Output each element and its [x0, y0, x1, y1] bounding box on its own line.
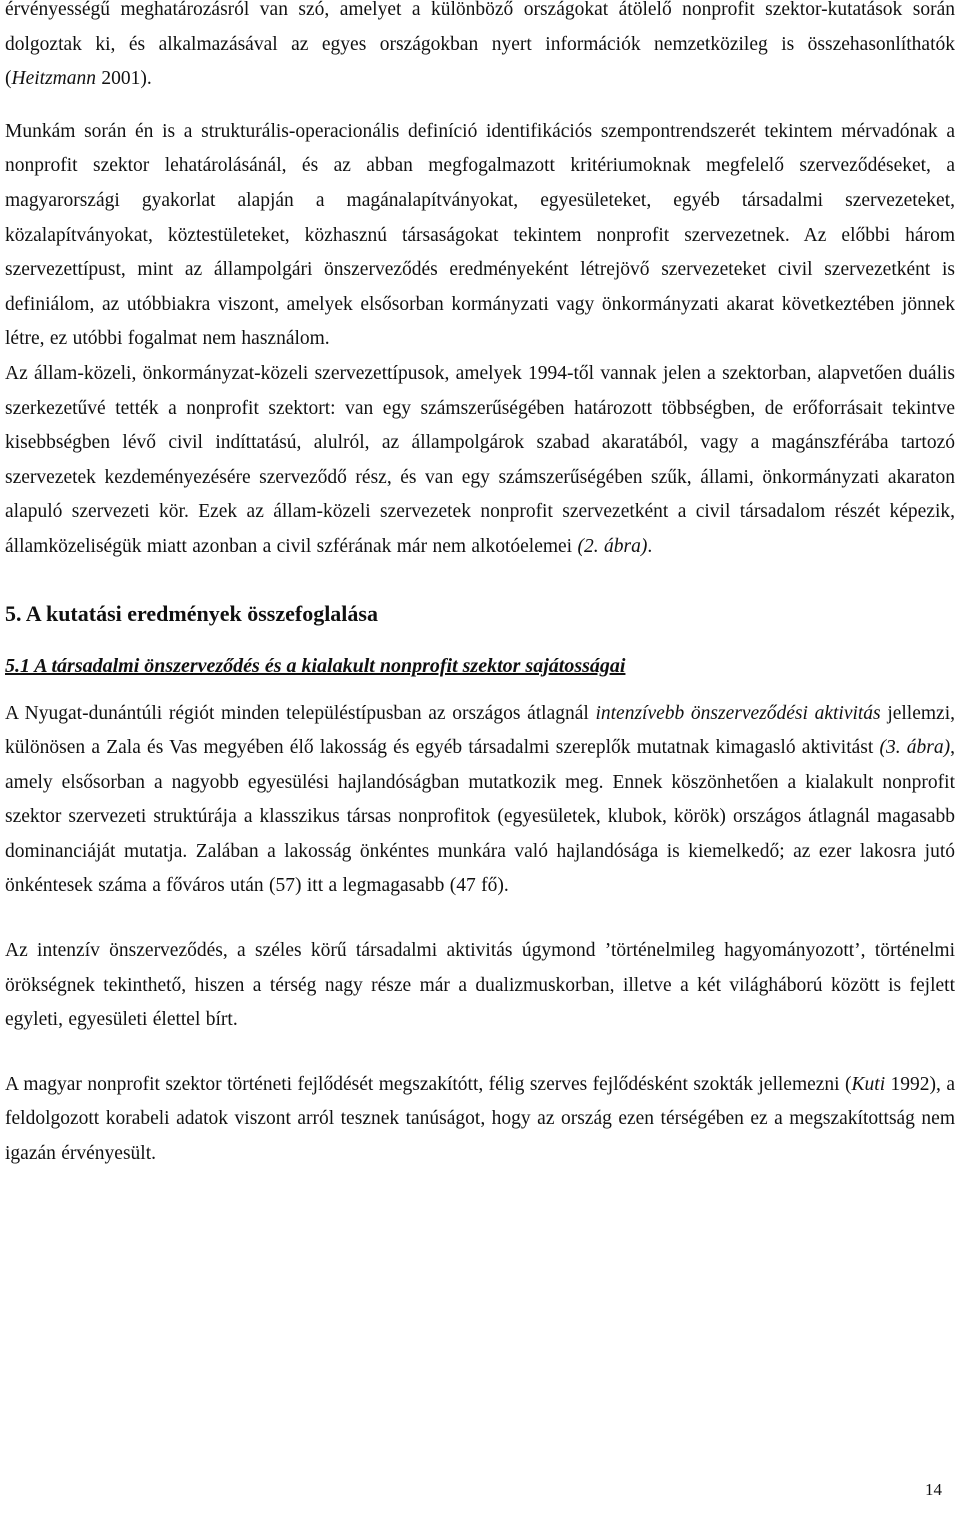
figure-reference: (3. ábra) [879, 737, 951, 759]
paragraph-text: érvényességű meghatározásról van szó, amelyet a különböző országokat átölelő nonprofit szektor-kutatások során dolgoztak ki, és alkalmazásával az egyes országokban nyert információk nemzetközileg is összehasonlíthatók [5, 0, 955, 55]
citation-author: Kuti [851, 1073, 886, 1095]
figure-reference: (2. ábra) [577, 535, 648, 557]
paragraph-definition-intro: érvényességű meghatározásról van szó, amelyet a különböző országokat átölelő nonprofit szektor-kutatások során dolgoztak ki, és alkalmazásával az egyes országokban nyert információk nemzetközileg is összehasonlíthatók (Heitzmann 2001). [5, 0, 955, 90]
paragraph-regional-activity [5, 697, 955, 905]
paragraph-text: jellemzi, különösen a Zala és Vas megyében élő lakosság és egyéb társadalmi szereplők mutatnak kimagasló aktivitást [5, 702, 955, 759]
paragraph-text: Az állam-közeli, önkormányzat-közeli szervezettípusok, amelyek 1994-től vannak jelen a szektorban, alapvetően duális szerkezetűvé tették a nonprofit szektort: van egy számszerűségében határozott többségben, de erőforrásait tekintve kisebbségben lévő civil indíttatású, alulról, az állampolgárok szabad akaratából, vagy a magánszférába tartozó szervezetek kezdeményezésére szerveződő rész, és van egy számszerűségében szűk, állami, önkormányzati akaraton alapuló szervezeti kör. Ezek az állam-közeli szervezetek nonprofit szervezetként a civil társadalom részét képezik, államközeliségük miatt azonban a civil szférának már nem alkotóelemei [5, 362, 955, 557]
citation-author: Heitzmann [11, 68, 96, 90]
paragraph-text: , amely elsősorban a nagyobb egyesülési hajlandóságban mutatkozik meg. Ennek köszönhetően a kialakult nonprofit szektor szervezeti struktúrája a klasszikus társas nonprofitok (egyesületek, klubok, körök) országos átlagnál magasabb dominanciáját mutatja. Zalában a lakosság önkéntes munkára való hajlandósága is kiemelkedő; az ezer lakosra jutó önkéntesek száma a főváros után (57) itt a legmagasabb (47 fő). [5, 737, 956, 897]
paragraph-state-near-organizations [5, 357, 955, 565]
paragraph-text: A Nyugat-dunántúli régiót minden településtípusban az országos átlagnál [5, 702, 596, 724]
page-number: 14 [925, 1480, 942, 1499]
paragraph-text: Az intenzív önszerveződés, a széles körű társadalmi aktivitás úgymond ’történelmileg hagyományozott’, történelmi örökségnek tekinthető, hiszen a térség nagy része már a dualizmuskorban, illetve a két világháború között is fejlett egyleti, egyesületi élettel bírt. [5, 940, 955, 1031]
section-heading: 5. A kutatási eredmények összefoglalása [5, 600, 378, 626]
paragraph-end: . [647, 535, 653, 557]
paragraph-definition-approach [5, 115, 955, 357]
document-page [5, 0, 955, 1172]
paragraph-text: 1992), a feldolgozott korabeli adatok viszont arról tesznek tanúságot, hogy az ország ezen térségében ez a megszakítottság nem igazán érvényesült. [5, 1073, 955, 1165]
subsection-heading: 5.1 A társadalmi önszerveződés és a kialakult nonprofit szektor sajátosságai [5, 654, 626, 677]
paragraph-text: Munkám során én is a strukturális-operacionális definíció identifikációs szempontrendszerét tekintem mérvadónak a nonprofit szektor lehatárolásánál, és az abban megfogalmazott kritériumoknak megfelelő szerveződéseket, a magyarországi gyakorlat alapján a magánalapítványokat, egyesületeket, egyéb társadalmi szervezeteket, közalapítványokat, köztestületeket, közhasznú társaságokat tekintem nonprofit szervezetnek. Az előbbi három szervezettípust, mint az állampolgári önszerveződés eredményeként létrejövő szervezeteket civil szervezetként is definiálom, az utóbbiakra viszont, amelyek elsősorban kormányzati vagy önkormányzati akarat következtében jönnek létre, ez utóbbi fogalmat nem használom. [5, 120, 955, 350]
paragraph-historical-heritage [5, 934, 955, 1038]
paragraph-text: A magyar nonprofit szektor történeti fejlődését megszakítótt, félig szerves fejlődésként szokták jellemezni ( [5, 1073, 852, 1095]
citation-year: 2001). [96, 68, 152, 90]
paragraph-sector-development [5, 1068, 955, 1172]
emphasis-text: intenzívebb önszerveződési aktivitás [595, 702, 881, 724]
